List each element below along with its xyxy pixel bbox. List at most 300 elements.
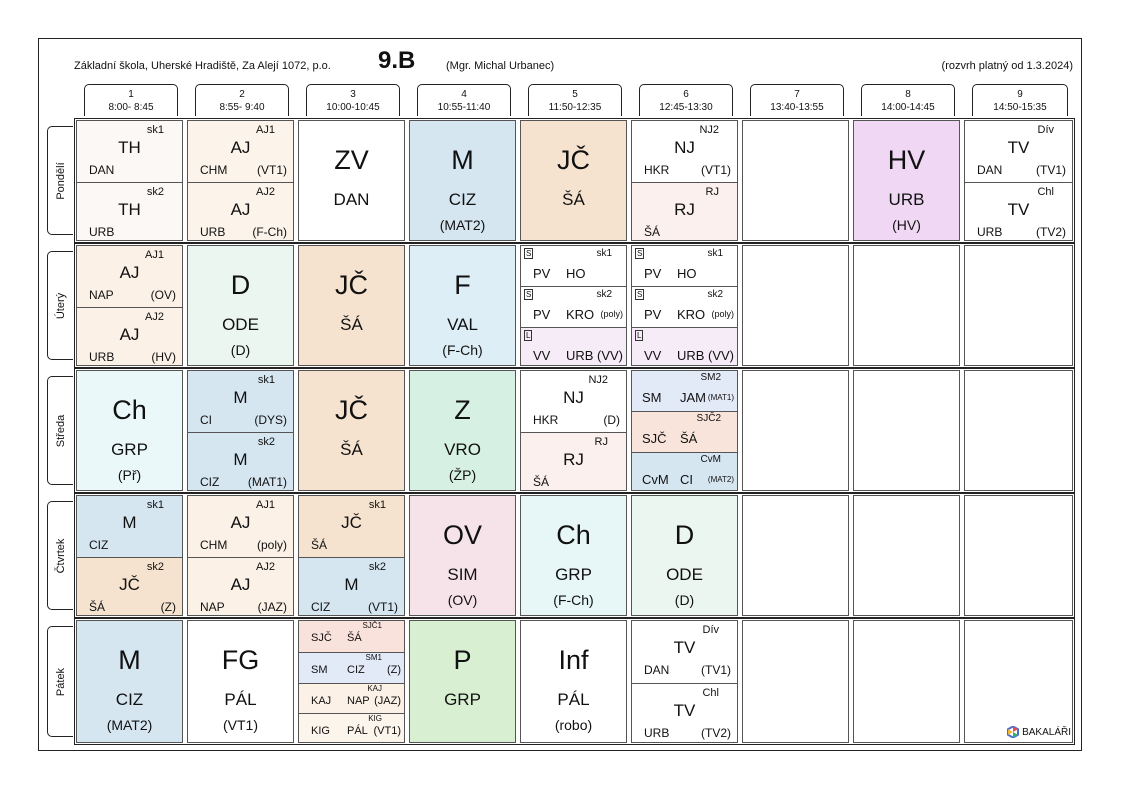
period-header — [750, 84, 844, 116]
room: (VV) — [708, 347, 734, 363]
lesson-cell-empty — [964, 495, 1073, 616]
room: (ŽP) — [448, 467, 477, 483]
group-label: SJČ2 — [696, 413, 721, 425]
room: (MAT1) — [707, 393, 734, 402]
bakalari-logo-icon — [1007, 726, 1019, 738]
room: (D) — [674, 592, 695, 608]
teacher: CIZ — [448, 190, 477, 209]
lesson-cell-empty — [964, 620, 1073, 743]
subject: Ch — [112, 395, 147, 425]
lesson-half — [188, 121, 293, 182]
lesson-cell — [298, 120, 405, 241]
group-label: KIG — [368, 714, 382, 724]
subject: RJ — [563, 449, 584, 469]
school-name: Základní škola, Uherské Hradiště, Za Alejí 1072, p.o. — [74, 60, 331, 72]
lesson-half — [188, 182, 293, 242]
group-label: sk2 — [368, 560, 386, 573]
group-label: sk2 — [257, 435, 275, 448]
subject: AJ — [230, 199, 251, 219]
lesson-cell — [409, 620, 516, 743]
teacher: CIZ — [347, 663, 365, 676]
lesson-part — [632, 246, 737, 286]
room: (VV) — [597, 347, 623, 363]
teacher: NAP — [347, 694, 370, 707]
lesson-half — [77, 121, 182, 182]
period-header — [528, 84, 622, 116]
subject: M — [233, 388, 248, 407]
lesson-half — [965, 121, 1072, 182]
period-header — [195, 84, 289, 116]
period-time: 13:40-13:55 — [770, 102, 824, 113]
teacher: DAN — [333, 190, 370, 209]
subject: Z — [454, 395, 471, 425]
teacher: NAP — [200, 599, 225, 614]
subject: RJ — [674, 199, 695, 219]
teacher: JAM — [680, 390, 706, 405]
teacher: ŠÁ — [340, 315, 363, 334]
room: (MAT2) — [439, 217, 486, 233]
teacher: ŠÁ — [311, 538, 328, 552]
teacher: URB — [644, 725, 670, 740]
subject: HV — [887, 145, 926, 175]
subject: SJČ — [311, 632, 332, 644]
subject: SJČ — [642, 431, 667, 447]
teacher: ODE — [222, 315, 259, 334]
period-header — [861, 84, 955, 116]
day-name: Pondělí — [54, 161, 67, 200]
lesson-half — [632, 683, 737, 744]
lesson-cell-empty — [742, 370, 849, 491]
group-label: sk2 — [596, 289, 612, 301]
lesson-part — [632, 371, 737, 411]
subject: KAJ — [311, 694, 332, 707]
room: (JAZ) — [257, 599, 287, 614]
teacher: HKR — [533, 413, 559, 427]
teacher: HO — [566, 266, 586, 281]
group-label: Dív — [1037, 124, 1054, 136]
group-label: sk1 — [146, 124, 164, 136]
period-time: 14:50-15:35 — [993, 102, 1047, 113]
subject: PV — [644, 266, 662, 281]
group-label: SJČ1 — [362, 621, 382, 630]
lesson-cell — [409, 245, 516, 366]
lesson-cell — [187, 495, 294, 616]
room: (TV1) — [701, 663, 731, 677]
teacher: URB — [888, 190, 925, 209]
group-label: NJ2 — [699, 124, 719, 136]
lesson-half — [77, 182, 182, 242]
period-header — [417, 84, 511, 116]
lesson-part — [299, 713, 404, 743]
group-label: Chl — [702, 686, 719, 699]
lesson-half — [521, 432, 626, 492]
period-time: 8:55- 9:40 — [219, 102, 265, 113]
period-time: 12:45-13:30 — [659, 102, 713, 113]
lesson-cell-empty — [742, 245, 849, 366]
day-label — [47, 126, 73, 235]
subject: JČ — [557, 145, 590, 175]
subject: PV — [644, 307, 662, 323]
group-label: NJ2 — [588, 374, 608, 386]
teacher: PÁL — [557, 690, 590, 709]
teacher: URB — [89, 349, 115, 364]
room: (F-Ch) — [252, 224, 287, 239]
teacher: ŠÁ — [89, 599, 106, 614]
day-label — [47, 376, 73, 485]
teacher: NAP — [89, 288, 114, 302]
teacher: KRO — [566, 307, 595, 323]
teacher: CIZ — [200, 474, 220, 489]
subject: TV — [1007, 138, 1030, 157]
lesson-cell — [853, 120, 960, 241]
room: (D) — [230, 342, 251, 358]
teacher: URB — [677, 347, 705, 363]
day-name: Pátek — [54, 667, 67, 696]
period-number: 6 — [683, 89, 689, 100]
lesson-cell — [409, 495, 516, 616]
lesson-part — [521, 246, 626, 286]
group-label: sk1 — [596, 248, 612, 259]
group-label: sk1 — [707, 248, 723, 259]
lesson-half — [299, 557, 404, 617]
lesson-cell — [631, 370, 738, 491]
period-header — [306, 84, 400, 116]
lesson-cell — [631, 495, 738, 616]
subject: CvM — [642, 471, 669, 487]
lesson-half — [632, 182, 737, 242]
period-time: 11:50-12:35 — [548, 102, 602, 113]
lesson-cell — [520, 120, 627, 241]
teacher: ŠÁ — [533, 474, 550, 489]
group-label: KAJ — [367, 683, 382, 693]
period-header — [84, 84, 178, 116]
subject: M — [122, 513, 137, 532]
group-label: RJ — [594, 435, 608, 448]
lesson-part — [521, 286, 626, 327]
lesson-cell-empty — [742, 620, 849, 743]
teacher: ŠÁ — [347, 632, 362, 644]
teacher: ŠÁ — [562, 190, 585, 209]
subject: TH — [118, 138, 141, 157]
day-label — [47, 501, 73, 610]
subject: AJ — [119, 324, 140, 344]
day-name: Úterý — [54, 292, 67, 319]
teacher: ŠÁ — [644, 224, 661, 239]
room: (Př) — [117, 467, 142, 483]
teacher: GRP — [555, 565, 592, 584]
lesson-cell — [76, 370, 183, 491]
lesson-cell — [409, 120, 516, 241]
group-label: sk1 — [257, 374, 275, 386]
period-time: 8:00- 8:45 — [108, 102, 154, 113]
group-label: sk1 — [146, 499, 164, 511]
lesson-tag: S — [526, 249, 532, 258]
room: (D) — [603, 413, 620, 427]
lesson-tag: L — [526, 330, 531, 340]
group-label: SM2 — [700, 372, 721, 383]
teacher: URB — [977, 224, 1003, 239]
day-label — [47, 251, 73, 360]
subject: PV — [533, 307, 551, 323]
group-label: AJ1 — [256, 124, 275, 136]
lesson-cell — [76, 245, 183, 366]
period-time: 14:00-14:45 — [881, 102, 935, 113]
subject: Inf — [558, 645, 589, 675]
subject: VV — [644, 347, 662, 363]
lesson-cell — [76, 120, 183, 241]
subject: SM — [642, 390, 662, 405]
teacher: ODE — [666, 565, 703, 584]
lesson-half — [521, 371, 626, 432]
lesson-half — [632, 121, 737, 182]
subject: KIG — [311, 725, 330, 738]
period-number: 8 — [905, 89, 911, 100]
lesson-cell — [187, 620, 294, 743]
subject: P — [453, 645, 472, 675]
period-number: 3 — [350, 89, 356, 100]
period-number: 1 — [128, 89, 134, 100]
lesson-cell — [631, 120, 738, 241]
teacher: VAL — [447, 315, 478, 334]
lesson-cell — [187, 370, 294, 491]
teacher: CIZ — [89, 538, 109, 552]
lesson-half — [77, 246, 182, 307]
lesson-cell — [520, 620, 627, 743]
lesson-cell — [298, 620, 405, 743]
subject: AJ — [230, 513, 251, 532]
group-label: AJ2 — [256, 560, 275, 573]
room: (VT1) — [373, 725, 401, 738]
subject: ZV — [334, 145, 369, 175]
day-label — [47, 626, 73, 737]
class-title: 9.B — [378, 47, 416, 74]
teacher: URB — [566, 347, 594, 363]
lesson-part — [632, 411, 737, 452]
validity-date: (rozvrh platný od 1.3.2024) — [941, 60, 1073, 72]
lesson-part — [632, 452, 737, 491]
room: (HV) — [151, 349, 176, 364]
lesson-cell — [520, 495, 627, 616]
subject: AJ — [119, 263, 140, 282]
lesson-tag: L — [637, 330, 642, 340]
teacher: DAN — [644, 663, 670, 677]
teacher: PÁL — [347, 725, 368, 738]
subject: JČ — [119, 574, 140, 594]
period-time: 10:55-11:40 — [437, 102, 491, 113]
teacher: HKR — [644, 163, 670, 177]
teacher: DAN — [977, 163, 1003, 177]
lesson-part — [632, 286, 737, 327]
class-teacher: (Mgr. Michal Urbanec) — [446, 60, 555, 72]
subject: NJ — [674, 138, 695, 157]
room: (poly) — [600, 309, 623, 320]
room: (MAT2) — [707, 474, 734, 484]
period-number: 9 — [1017, 89, 1023, 100]
room: (poly) — [711, 309, 734, 320]
lesson-cell-empty — [742, 120, 849, 241]
lesson-half — [299, 496, 404, 557]
lesson-cell — [187, 120, 294, 241]
room: (VT1) — [223, 717, 258, 733]
teacher: SIM — [447, 565, 478, 584]
lesson-half — [632, 621, 737, 683]
lesson-part — [299, 652, 404, 684]
group-label: SM1 — [365, 652, 382, 662]
lesson-cell — [298, 495, 405, 616]
lesson-part — [632, 327, 737, 366]
subject: JČ — [335, 270, 368, 300]
period-number: 4 — [461, 89, 467, 100]
room: (robo) — [554, 717, 593, 733]
lesson-half — [77, 307, 182, 367]
teacher: GRP — [444, 690, 481, 709]
room: (TV2) — [1036, 224, 1066, 239]
lesson-tag: S — [637, 249, 643, 258]
room: (MAT2) — [106, 717, 153, 733]
room: (F-Ch) — [553, 592, 594, 608]
subject: AJ — [230, 574, 251, 594]
lesson-cell — [298, 245, 405, 366]
group-label: sk2 — [146, 185, 164, 198]
subject: FG — [221, 645, 260, 675]
subject: TH — [118, 199, 141, 219]
subject: JČ — [335, 395, 368, 425]
group-label: CvM — [700, 453, 721, 465]
group-label: AJ2 — [256, 185, 275, 198]
subject: PV — [533, 266, 551, 281]
lesson-cell — [298, 370, 405, 491]
subject: TV — [673, 700, 696, 720]
room: (HV) — [892, 217, 921, 233]
lesson-cell — [187, 245, 294, 366]
lesson-tag: S — [526, 290, 532, 300]
lesson-cell — [631, 620, 738, 743]
subject: NJ — [563, 388, 584, 407]
lesson-cell-empty — [964, 245, 1073, 366]
period-header — [639, 84, 733, 116]
group-label: AJ1 — [145, 249, 164, 261]
subject: M — [344, 574, 359, 594]
group-label: AJ2 — [145, 310, 164, 323]
teacher: URB — [200, 224, 226, 239]
room: (poly) — [256, 538, 287, 552]
teacher: PÁL — [224, 690, 257, 709]
subject: Ch — [556, 520, 591, 550]
teacher: CHM — [200, 538, 228, 552]
teacher: URB — [89, 224, 115, 239]
group-label: sk1 — [368, 499, 386, 511]
day-name: Čtvrtek — [54, 538, 67, 573]
subject: D — [230, 270, 251, 300]
lesson-cell — [520, 245, 627, 366]
subject: F — [454, 270, 471, 300]
room: (F-Ch) — [442, 342, 483, 358]
room: (TV1) — [1036, 163, 1066, 177]
lesson-cell-empty — [964, 370, 1073, 491]
lesson-half — [188, 432, 293, 492]
room: (JAZ) — [374, 694, 401, 707]
room: (VT1) — [701, 163, 731, 177]
teacher: CI — [200, 413, 212, 427]
lesson-part — [299, 683, 404, 715]
subject: VV — [533, 347, 551, 363]
bakalari-logo — [1007, 726, 1071, 738]
lesson-part — [521, 327, 626, 366]
room: (TV2) — [701, 725, 731, 740]
lesson-cell-empty — [853, 620, 960, 743]
teacher: ŠÁ — [340, 440, 363, 459]
lesson-cell — [964, 120, 1073, 241]
teacher: CI — [680, 471, 693, 487]
day-name: Středa — [54, 414, 67, 447]
room: (Z) — [160, 599, 176, 614]
lesson-cell — [631, 245, 738, 366]
lesson-tag: S — [637, 290, 643, 300]
room: (OV) — [150, 288, 176, 302]
group-label: RJ — [705, 185, 719, 198]
period-time: 10:00-10:45 — [326, 102, 380, 113]
subject: OV — [442, 520, 482, 550]
lesson-half — [188, 496, 293, 557]
lesson-cell-empty — [853, 370, 960, 491]
group-label: Dív — [702, 624, 719, 636]
subject: AJ — [230, 138, 251, 157]
teacher: HO — [677, 266, 697, 281]
lesson-half — [188, 557, 293, 617]
group-label: sk2 — [146, 560, 164, 573]
room: (DYS) — [254, 413, 287, 427]
lesson-cell — [76, 620, 183, 743]
lesson-half — [965, 182, 1072, 242]
lesson-cell — [409, 370, 516, 491]
lesson-cell-empty — [853, 495, 960, 616]
period-header — [972, 84, 1068, 116]
subject: M — [451, 145, 474, 175]
subject: JČ — [341, 513, 362, 532]
period-number: 5 — [572, 89, 578, 100]
teacher: KRO — [677, 307, 706, 323]
lesson-cell — [520, 370, 627, 491]
subject: M — [233, 449, 248, 469]
lesson-cell — [76, 495, 183, 616]
period-number: 2 — [239, 89, 245, 100]
lesson-half — [77, 496, 182, 557]
teacher: CIZ — [115, 690, 144, 709]
bakalari-logo-text: BAKALÁŘI — [1022, 726, 1071, 738]
group-label: AJ1 — [256, 499, 275, 511]
room: (OV) — [447, 592, 478, 608]
teacher: ŠÁ — [680, 431, 698, 447]
lesson-cell-empty — [742, 495, 849, 616]
lesson-cell-empty — [853, 245, 960, 366]
room: (MAT1) — [247, 474, 287, 489]
lesson-half — [77, 557, 182, 617]
subject: TV — [1007, 199, 1030, 219]
teacher: CHM — [200, 163, 228, 177]
teacher: CIZ — [311, 599, 331, 614]
period-number: 7 — [794, 89, 800, 100]
room: (VT1) — [368, 599, 398, 614]
lesson-part — [299, 621, 404, 652]
room: (Z) — [386, 663, 401, 676]
group-label: Chl — [1037, 185, 1054, 198]
room: (VT1) — [257, 163, 287, 177]
subject: D — [674, 520, 695, 550]
lesson-half — [188, 371, 293, 432]
subject: M — [118, 645, 141, 675]
group-label: sk2 — [707, 289, 723, 301]
teacher: VRO — [444, 440, 481, 459]
